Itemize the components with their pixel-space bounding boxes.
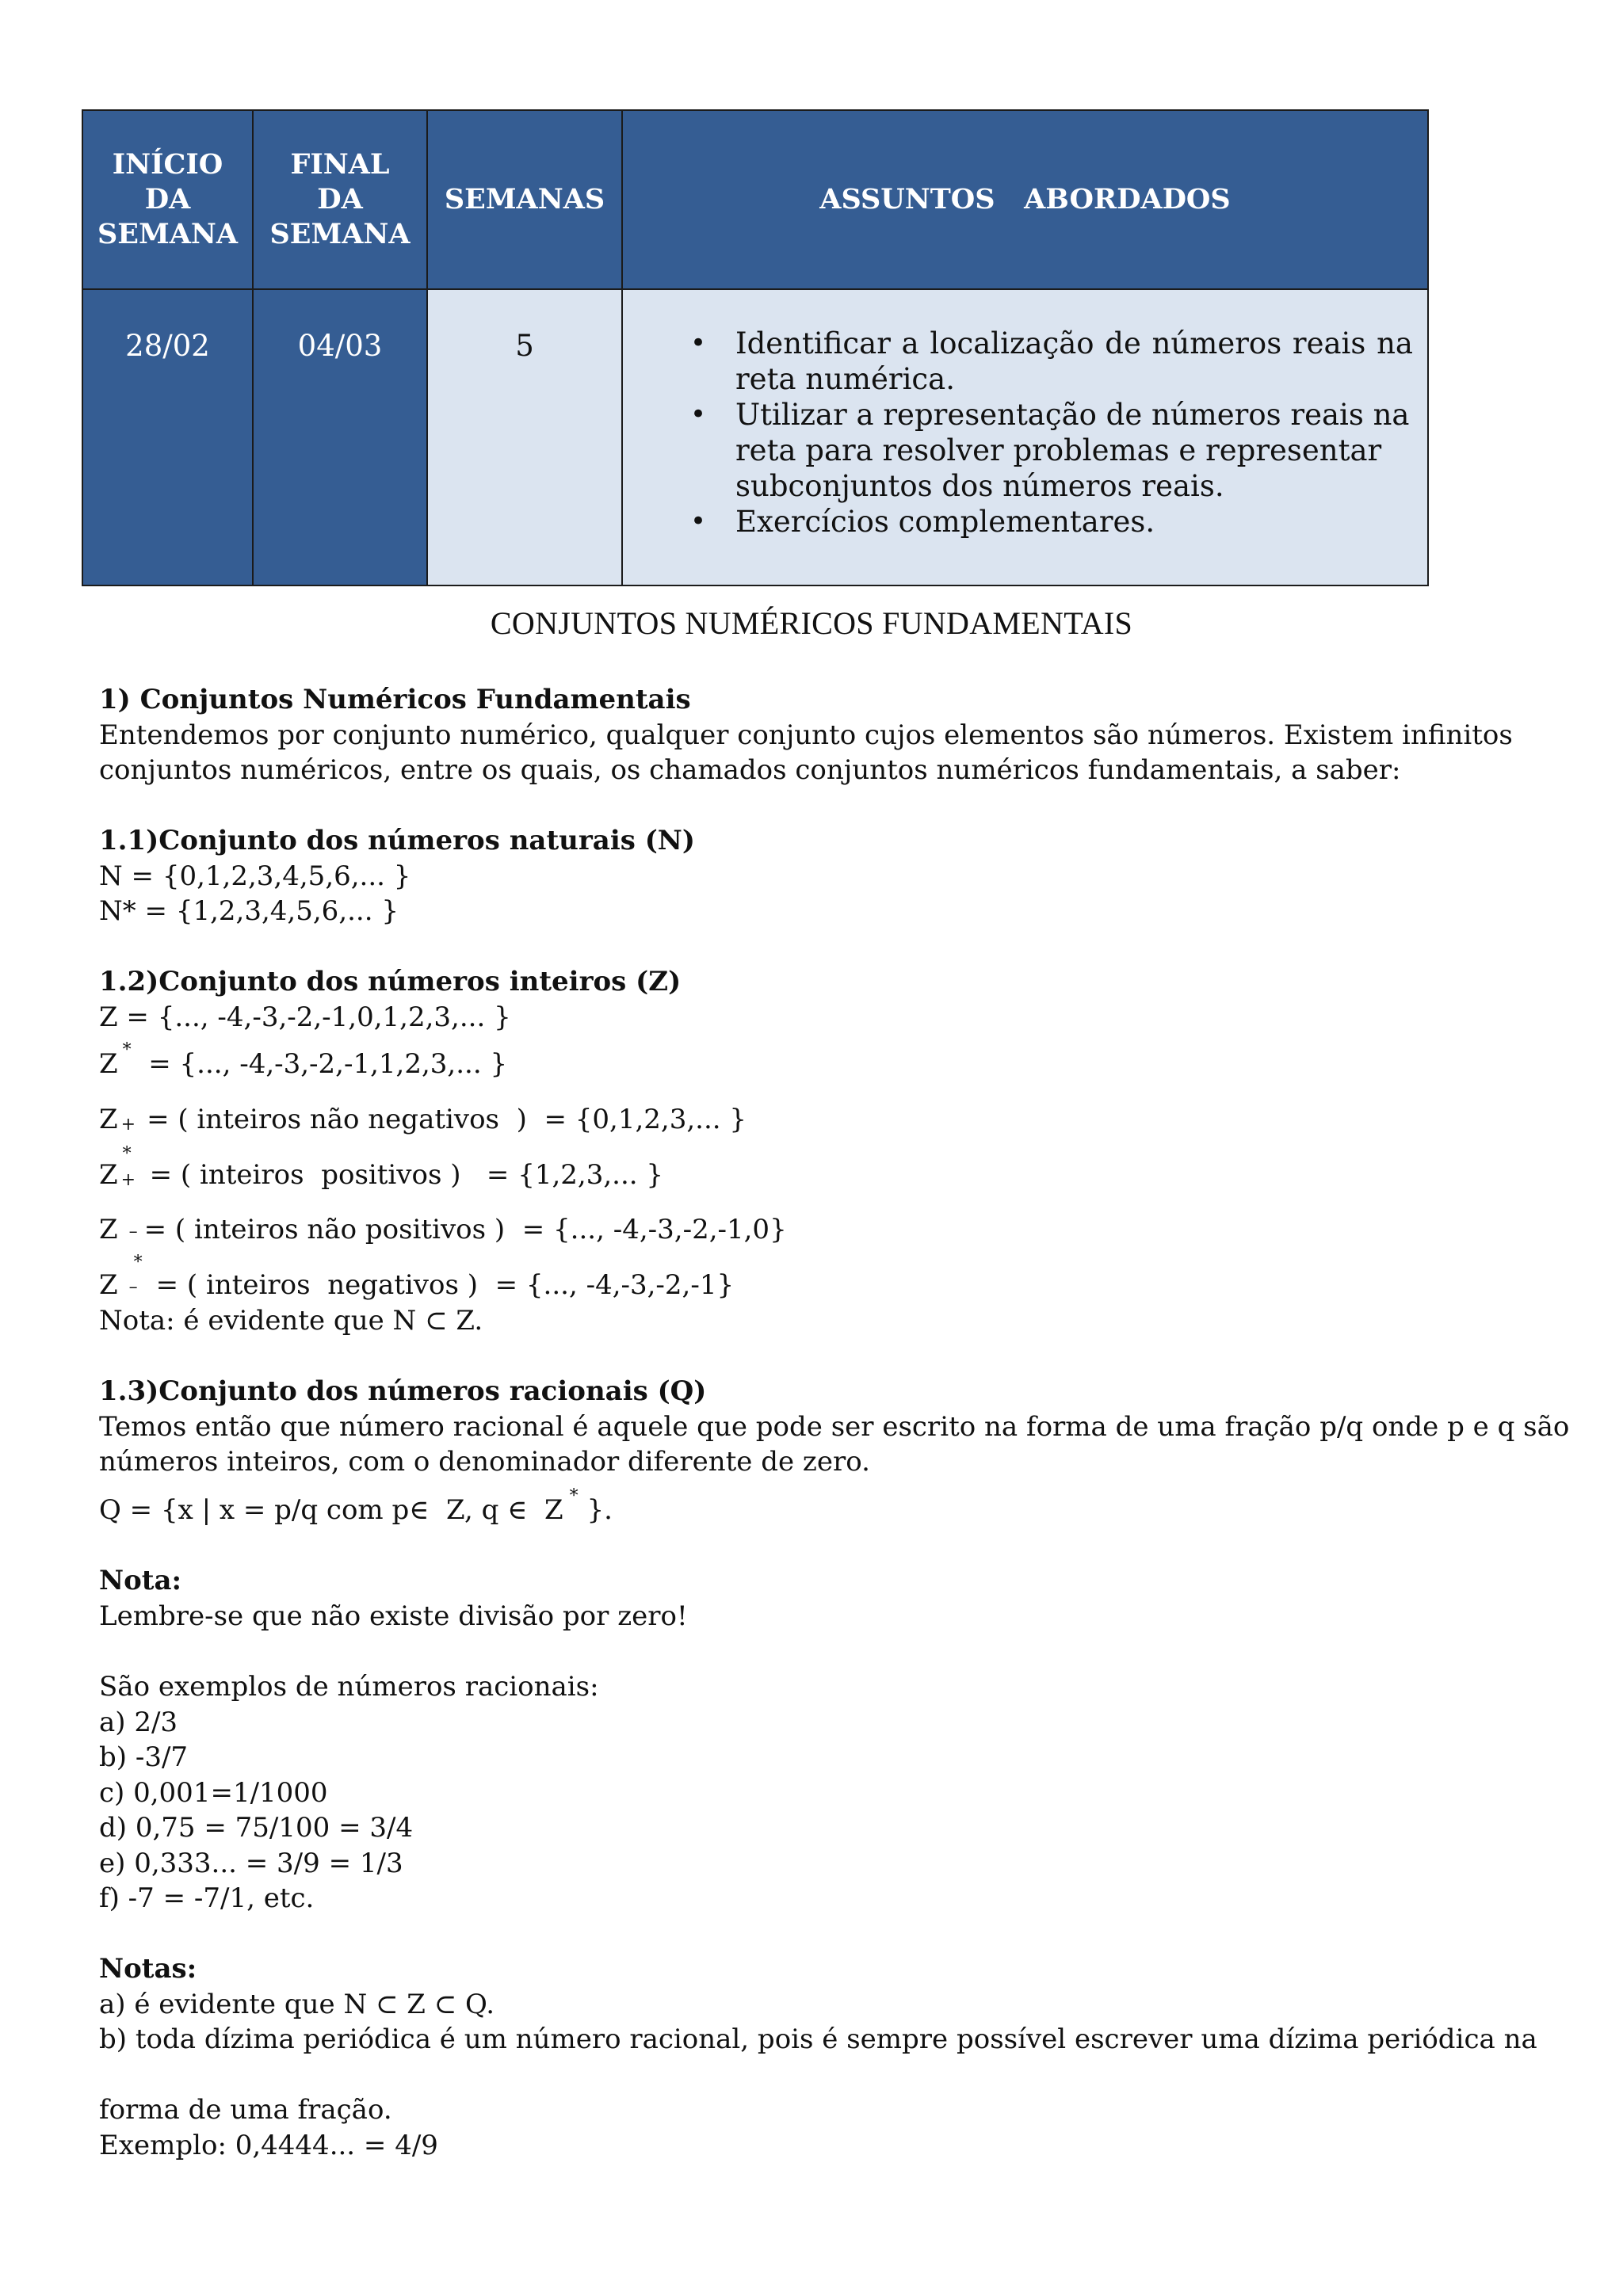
star-superscript: * [122,1040,132,1060]
header-end-line: DA [317,183,363,215]
header-week-end [253,110,427,289]
header-end-line: SEMANA [269,218,411,250]
header-start-line: INÍCIO [112,148,223,181]
header-topics: ASSUNTOS ABORDADOS [622,110,1428,289]
set-definition-z-star [99,1040,508,1085]
z-symbol: Z [99,1104,118,1135]
notas-item-continued: forma de uma fração. [99,2094,392,2126]
example-item: b) -3/7 [99,1741,189,1773]
set-definition: Z = {..., -4,-3,-2,-1,0,1,2,3,... } [99,1001,511,1033]
paragraph-line: Entendemos por conjunto numérico, qualquer conjunto cujos elementos são números. Existem infinitos [99,719,1513,751]
section-heading: 1.3)Conjunto dos números racionais (Q) [99,1375,707,1407]
set-text: = ( inteiros não positivos ) = {..., -4,-3,-2,-1,0} [143,1214,787,1245]
set-definition-q [99,1486,613,1531]
header-start-line: DA [144,183,191,215]
minus-subscript: – [128,1277,138,1297]
example-item: d) 0,75 = 75/100 = 3/4 [99,1812,414,1844]
nota-heading: Nota: [99,1565,182,1596]
set-text: Q = {x | x = p/q com p∈ Z, q ∈ Z [99,1494,563,1526]
topic-text: Utilizar a representação de números reais na reta para resolver problemas e representar subconjuntos dos números reais. [735,398,1410,503]
example-item: f) -7 = -7/1, etc. [99,1882,315,1914]
notas-item: a) é evidente que N ⊂ Z ⊂ Q. [99,1989,495,2020]
notas-heading: Notas: [99,1953,197,1985]
z-symbol: Z [99,1048,118,1080]
set-text: = ( inteiros positivos ) = {1,2,3,... } [149,1159,664,1191]
nota-text: Lembre-se que não existe divisão por zero! [99,1600,688,1632]
z-symbol: Z [99,1214,118,1245]
z-symbol: Z [99,1269,118,1301]
star-superscript: * [569,1486,579,1506]
bullet-icon: • [690,327,707,359]
header-start-line: SEMANA [97,218,238,250]
topic-item [690,504,1413,540]
sub-sup-group [118,1144,139,1196]
schedule-table [82,109,1429,586]
set-text: = {..., -4,-3,-2,-1,1,2,3,... } [131,1048,508,1080]
header-weeks: SEMANAS [427,110,622,289]
set-text: = ( inteiros negativos ) = {..., -4,-3,-2,-1} [155,1269,735,1301]
examples-intro: São exemplos de números racionais: [99,1671,599,1703]
note-line: Nota: é evidente que N ⊂ Z. [99,1305,483,1337]
notas-item: b) toda dízima periódica é um número racional, pois é sempre possível escrever uma dízima periódica na [99,2023,1537,2055]
header-end-line: FINAL [290,148,390,181]
paragraph-line: conjuntos numéricos, entre os quais, os chamados conjuntos numéricos fundamentais, a saber: [99,754,1401,786]
example-final: Exemplo: 0,4444... = 4/9 [99,2130,438,2161]
set-definition: N* = {1,2,3,4,5,6,... } [99,895,399,927]
schedule-row [82,289,1428,585]
star-superscript: * [133,1253,143,1272]
section-heading: 1.1)Conjunto dos números naturais (N) [99,825,695,856]
example-item: a) 2/3 [99,1707,178,1738]
bullet-icon: • [690,505,707,537]
example-item: c) 0,001=1/1000 [99,1777,328,1809]
topics-list [623,326,1413,540]
plus-subscript: + [120,1115,136,1135]
set-definition-z-plus [99,1102,747,1141]
minus-subscript: – [128,1222,138,1241]
section-heading: 1) Conjuntos Numéricos Fundamentais [99,684,691,715]
cell-end-date: 04/03 [253,289,427,585]
z-symbol: Z [99,1159,118,1191]
set-definition-z-plus-star [99,1144,664,1196]
plus-subscript: + [120,1170,136,1190]
topic-text: Exercícios complementares. [735,505,1155,539]
section-heading: 1.2)Conjunto dos números inteiros (Z) [99,966,682,997]
set-text: = ( inteiros não negativos ) = {0,1,2,3,... } [147,1104,747,1135]
set-definition: N = {0,1,2,3,4,5,6,... } [99,860,411,892]
set-definition-z-minus [99,1212,787,1251]
set-text: }. [578,1494,613,1526]
schedule-header-row [82,110,1428,289]
cell-week-number: 5 [427,289,622,585]
topic-item [690,326,1413,397]
cell-topics [622,289,1428,585]
sub-sup-group [126,1253,150,1306]
document-title: CONJUNTOS NUMÉRICOS FUNDAMENTAIS [490,605,1133,641]
cell-start-date: 28/02 [82,289,253,585]
example-item: e) 0,333... = 3/9 = 1/3 [99,1848,403,1879]
topic-item [690,397,1413,504]
topic-text: Identificar a localização de números reais na reta numérica. [735,326,1413,396]
header-week-start [82,110,253,289]
set-definition-z-minus-star [99,1253,735,1306]
paragraph-line: números inteiros, com o denominador diferente de zero. [99,1446,870,1478]
star-superscript: * [122,1144,132,1164]
paragraph-line: Temos então que número racional é aquele que pode ser escrito na forma de uma fração p/q onde p e q são [99,1411,1570,1443]
bullet-icon: • [690,399,707,430]
